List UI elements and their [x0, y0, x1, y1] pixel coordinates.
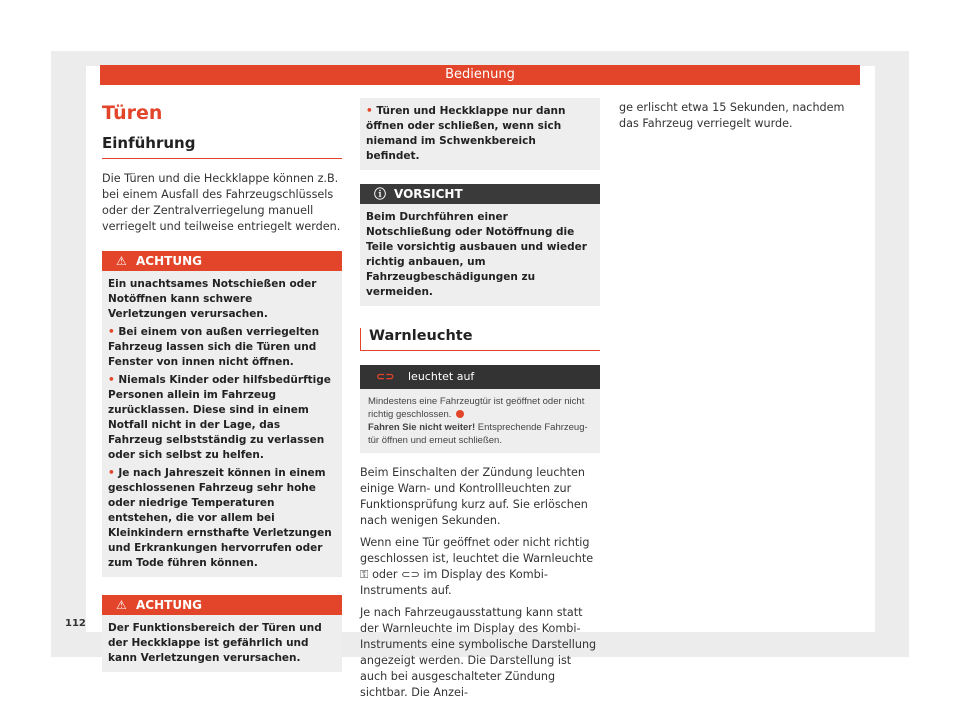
door-lamp-icon: ⚿ — [360, 568, 369, 581]
section-title: Warnleuchte — [360, 328, 600, 351]
warning-label: ACHTUNG — [136, 598, 202, 612]
column-middle — [360, 98, 600, 701]
caution-header — [360, 184, 600, 204]
warning-lead: Ein unachtsames Notschießen oder Notöffnen kann schwere Verletzungen verursachen. — [108, 278, 317, 320]
bullet-icon: • — [108, 374, 119, 386]
section-subtitle: Einführung — [102, 134, 342, 159]
column-right — [619, 98, 859, 132]
lamp-header — [360, 365, 600, 389]
warning-bullet: • Bei einem von außen verriegelten Fahrzeug lassen sich die Türen und Fenster von innen nicht öffnen. — [108, 326, 320, 368]
door-open-icon: ⊂⊃ — [401, 568, 420, 581]
warning-triangle-icon: ⚠ — [116, 254, 127, 268]
caution-box — [360, 184, 600, 306]
caution-label: VORSICHT — [394, 187, 463, 201]
door-open-icon: ⊂⊃ — [376, 370, 395, 383]
warnleuchte-section — [360, 328, 600, 351]
warning-body — [360, 98, 600, 170]
caution-body — [360, 204, 600, 306]
intro-paragraph: Die Türen und die Heckklappe können z.B. bei einem Ausfall des Fahrzeugschlüssels oder der Zentralverriegelung manuell verriegelt und teilweise entriegelt werden. — [102, 172, 341, 233]
warning-body — [102, 271, 342, 577]
warning-bullet: • Niemals Kinder oder hilfsbedürftige Personen allein im Fahrzeug zurücklassen. Diese sind in einem Notfall nicht in der Lage, das Fahrzeug selbstständig zu verlassen oder sich selbst zu helfen. — [108, 374, 331, 461]
paragraph: ge erlischt etwa 15 Sekunden, nachdem das Fahrzeug verriegelt wurde. — [619, 101, 845, 130]
page-number: 112 — [65, 618, 86, 629]
warning-box-2 — [102, 595, 342, 672]
bullet-icon: • — [108, 326, 119, 338]
lamp-body — [360, 389, 600, 453]
info-circle-icon: ⓘ — [374, 187, 387, 201]
warning-bullet: • Türen und Heckklappe nur dann öffnen oder schließen, wenn sich niemand im Schwenkbereich befindet. — [366, 105, 566, 162]
warning-continuation — [360, 98, 600, 170]
page-title: Türen — [102, 102, 163, 124]
warning-label: ACHTUNG — [136, 254, 202, 268]
warning-bullet: • Je nach Jahreszeit können in einem geschlossenen Fahrzeug sehr hohe oder niedrige Temperaturen entstehen, die vor allem bei Kleinkindern ernsthafte Verletzungen und Erkrankungen hervorrufen oder zum Tode führen können. — [108, 467, 332, 569]
bullet-icon: • — [108, 467, 119, 479]
door-warning-icon — [456, 410, 464, 418]
lamp-label: leuchtet auf — [408, 370, 475, 383]
section-header: Bedienung — [100, 65, 860, 85]
warning-box-1 — [102, 251, 342, 577]
warning-header — [102, 595, 342, 615]
warning-triangle-icon: ⚠ — [116, 598, 127, 612]
bullet-icon: • — [366, 105, 377, 117]
warning-header — [102, 251, 342, 271]
paragraph: Wenn eine Tür geöffnet oder nicht richtig geschlossen ist, leuchtet die Warnleuchte ⚿ oder ⊂⊃ im Display des Kombi-Instruments auf. — [360, 536, 594, 597]
warning-body — [102, 615, 342, 672]
caution-text: Beim Durchführen einer Notschließung oder Notöffnung die Teile vorsichtig ausbauen und wieder richtig anbauen, um Fahrzeugbeschädigungen zu vermeiden. — [366, 211, 587, 298]
paragraph: Je nach Fahrzeugausstattung kann statt der Warnleuchte im Display des Kombi-Instruments eine symbolische Darstellung angezeigt werden. Die Darstellung ist auch bei ausgeschalteter Zündung sichtbar. Die Anzei- — [360, 606, 597, 699]
paragraph: Beim Einschalten der Zündung leuchten einige Warn- und Kontrollleuchten zur Funktionsprüfung kurz auf. Sie erlöschen nach wenigen Sekunden. — [360, 466, 588, 527]
lamp-description: Mindestens eine Fahrzeugtür ist geöffnet oder nicht richtig geschlossen. Fahren Sie nicht weiter! Entsprechende Fahrzeugtür öffnen und erneut schließen. — [368, 396, 588, 446]
column-left — [102, 100, 342, 672]
warning-text: Der Funktionsbereich der Türen und der Heckklappe ist gefährlich und kann Verletzungen verursachen. — [108, 622, 322, 664]
